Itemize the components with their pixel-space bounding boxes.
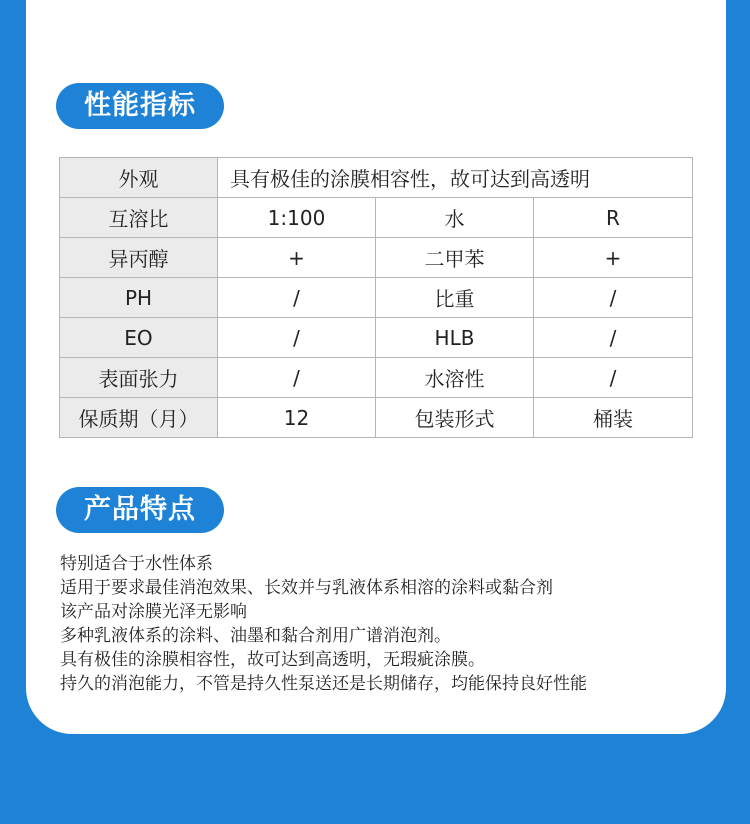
spec-label: 异丙醇: [60, 238, 218, 278]
spec-label: 互溶比: [60, 198, 218, 238]
table-row: [60, 278, 693, 318]
spec-value: /: [218, 278, 376, 318]
spec-value: 具有极佳的涂膜相容性，故可达到高透明: [218, 158, 693, 198]
spec-value: 1:100: [218, 198, 376, 238]
table-row: [60, 318, 693, 358]
spec-label: 外观: [60, 158, 218, 198]
spec-value: +: [534, 238, 693, 278]
table-row: [60, 398, 693, 438]
list-item: 持久的消泡能力，不管是持久性泵送还是长期储存，均能保持良好性能: [60, 674, 587, 694]
spec-label: PH: [60, 278, 218, 318]
list-item: 该产品对涂膜光泽无影响: [60, 602, 247, 622]
spec-value: /: [534, 358, 693, 398]
section-title-features: 产品特点: [56, 487, 224, 533]
table-row-appearance: [60, 158, 693, 198]
spec-value: /: [534, 278, 693, 318]
spec-label: 包装形式: [376, 398, 534, 438]
spec-table: [59, 157, 693, 438]
spec-label: EO: [60, 318, 218, 358]
spec-label: 二甲苯: [376, 238, 534, 278]
list-item: 特别适合于水性体系: [60, 554, 213, 574]
spec-label: HLB: [376, 318, 534, 358]
feature-list: [60, 552, 720, 696]
table-row: [60, 198, 693, 238]
spec-label: 保质期（月）: [60, 398, 218, 438]
spec-value: 桶装: [534, 398, 693, 438]
spec-value: R: [534, 198, 693, 238]
list-item: 适用于要求最佳消泡效果、长效并与乳液体系相溶的涂料或黏合剂: [60, 578, 553, 598]
section-title-performance: 性能指标: [56, 83, 224, 129]
table-row: [60, 238, 693, 278]
spec-label: 表面张力: [60, 358, 218, 398]
spec-label: 水: [376, 198, 534, 238]
spec-label: 比重: [376, 278, 534, 318]
spec-value: /: [218, 318, 376, 358]
spec-label: 水溶性: [376, 358, 534, 398]
table-row: [60, 358, 693, 398]
spec-value: +: [218, 238, 376, 278]
spec-value: /: [218, 358, 376, 398]
spec-value: 12: [218, 398, 376, 438]
spec-value: /: [534, 318, 693, 358]
list-item: 具有极佳的涂膜相容性，故可达到高透明，无瑕疵涂膜。: [60, 650, 485, 670]
list-item: 多种乳液体系的涂料、油墨和黏合剂用广谱消泡剂。: [60, 626, 451, 646]
